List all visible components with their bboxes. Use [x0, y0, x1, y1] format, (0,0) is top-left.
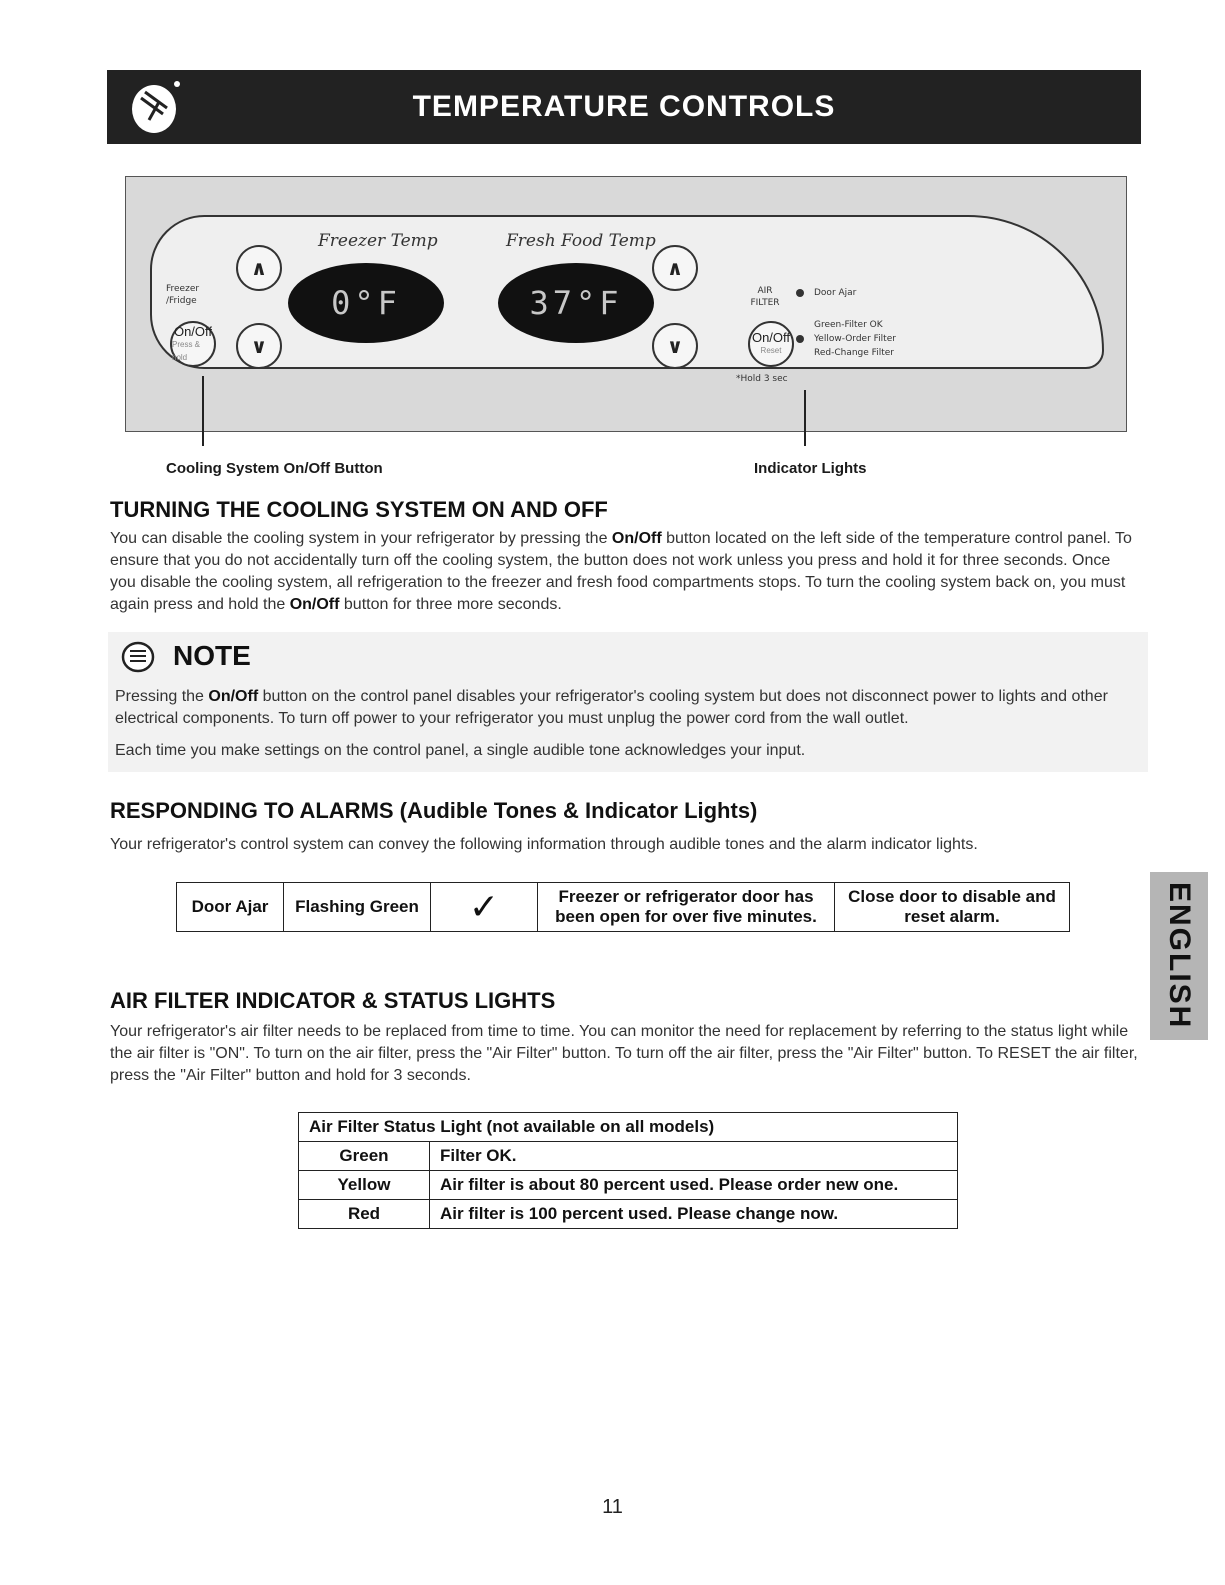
callout-indicator-lights: Indicator Lights	[754, 460, 867, 477]
language-side-tab	[1150, 872, 1208, 1040]
section-banner	[107, 70, 1141, 144]
air-filter-onoff-button[interactable]: On/Off Reset	[748, 321, 794, 367]
filter-color-cell: Green	[299, 1142, 430, 1171]
yellow-filter-label: Yellow-Order Filter	[814, 334, 896, 344]
freezer-down-button[interactable]: ∨	[236, 323, 282, 369]
alarms-intro: Your refrigerator's control system can convey the following information through audible tones and the alarm indicator lights.	[110, 836, 978, 853]
alarm-name-cell: Door Ajar	[177, 883, 284, 932]
filter-text-cell: Filter OK.	[430, 1142, 958, 1171]
callout-leader-left	[202, 376, 204, 446]
callout-onoff-button: Cooling System On/Off Button	[166, 460, 383, 477]
cooling-onoff-button[interactable]: On/Off Press & hold	[170, 321, 216, 367]
callout-leader-right	[804, 390, 806, 446]
checkmark-icon: ✓	[431, 883, 538, 932]
filter-text-cell: Air filter is 100 percent used. Please change now.	[430, 1200, 958, 1229]
fresh-food-temp-display: 37°F	[498, 263, 654, 343]
air-filter-label: AIR FILTER	[750, 286, 780, 308]
freezer-fridge-label: Freezer /Fridge	[166, 284, 200, 306]
control-panel-illustration	[125, 176, 1127, 432]
table-row	[299, 1200, 958, 1229]
table-row	[299, 1171, 958, 1200]
table-header-row	[299, 1113, 958, 1142]
fresh-food-up-button[interactable]: ∧	[652, 245, 698, 291]
chef-hand-icon	[123, 76, 185, 138]
door-ajar-label: Door Ajar	[814, 288, 857, 298]
language-label: ENGLISH	[1163, 882, 1196, 1030]
table-row	[177, 883, 1070, 932]
cooling-paragraph: You can disable the cooling system in your refrigerator by pressing the On/Off button located on the left side of the temperature control panel. To ensure that you do not accidentally turn off the cooling system, the button does not work unless you press and hold it for three seconds. Once you disable the cooling system, all refrigeration to the freezer and fresh food compartments stops. To turn the cooling system back on, you must again press and hold the On/Off button for three more seconds.	[110, 530, 1132, 613]
alarm-action-cell: Close door to disable and reset alarm.	[835, 883, 1070, 932]
filter-status-table	[298, 1112, 958, 1229]
door-ajar-light	[796, 289, 804, 297]
freezer-temp-label: Freezer Temp	[318, 231, 438, 251]
fresh-food-down-button[interactable]: ∨	[652, 323, 698, 369]
hold-3-sec-label: *Hold 3 sec	[736, 374, 788, 384]
freezer-up-button[interactable]: ∧	[236, 245, 282, 291]
section-heading-alarms: RESPONDING TO ALARMS (Audible Tones & Indicator Lights)	[110, 798, 758, 823]
filter-color-cell: Red	[299, 1200, 430, 1229]
section-heading-air-filter: AIR FILTER INDICATOR & STATUS LIGHTS	[110, 988, 556, 1013]
table-row	[299, 1142, 958, 1171]
filter-table-header: Air Filter Status Light (not available on all models)	[299, 1113, 958, 1142]
red-filter-label: Red-Change Filter	[814, 348, 894, 358]
filter-status-light	[796, 335, 804, 343]
note-icon	[120, 641, 156, 673]
alarm-light-cell: Flashing Green	[284, 883, 431, 932]
page-number: 11	[602, 1496, 623, 1518]
note-title: NOTE	[173, 640, 251, 671]
page-title: TEMPERATURE CONTROLS	[412, 90, 836, 123]
air-filter-intro: Your refrigerator's air filter needs to be replaced from time to time. You can monitor the need for replacement by referring to the status light while the air filter is "ON". To turn on the air filter, press the "Air Filter" button. To turn off the air filter, press the "Air Filter" button. To RESET the air filter, press the "Air Filter" button and hold for 3 seconds.	[110, 1023, 1138, 1084]
fresh-food-temp-label: Fresh Food Temp	[506, 231, 656, 251]
section-heading-cooling: TURNING THE COOLING SYSTEM ON AND OFF	[110, 497, 608, 522]
freezer-temp-display: 0°F	[288, 263, 444, 343]
note-paragraph-2: Each time you make settings on the control panel, a single audible tone acknowledges your input.	[115, 742, 806, 759]
green-filter-label: Green-Filter OK	[814, 320, 883, 330]
alarm-cause-cell: Freezer or refrigerator door has been open for over five minutes.	[538, 883, 835, 932]
filter-text-cell: Air filter is about 80 percent used. Please order new one.	[430, 1171, 958, 1200]
filter-color-cell: Yellow	[299, 1171, 430, 1200]
note-paragraph-1: Pressing the On/Off button on the control panel disables your refrigerator's cooling system but does not disconnect power to lights and other electrical components. To turn off power to your refrigerator you must unplug the power cord from the wall outlet.	[115, 688, 1108, 727]
alarm-table	[176, 882, 1070, 932]
